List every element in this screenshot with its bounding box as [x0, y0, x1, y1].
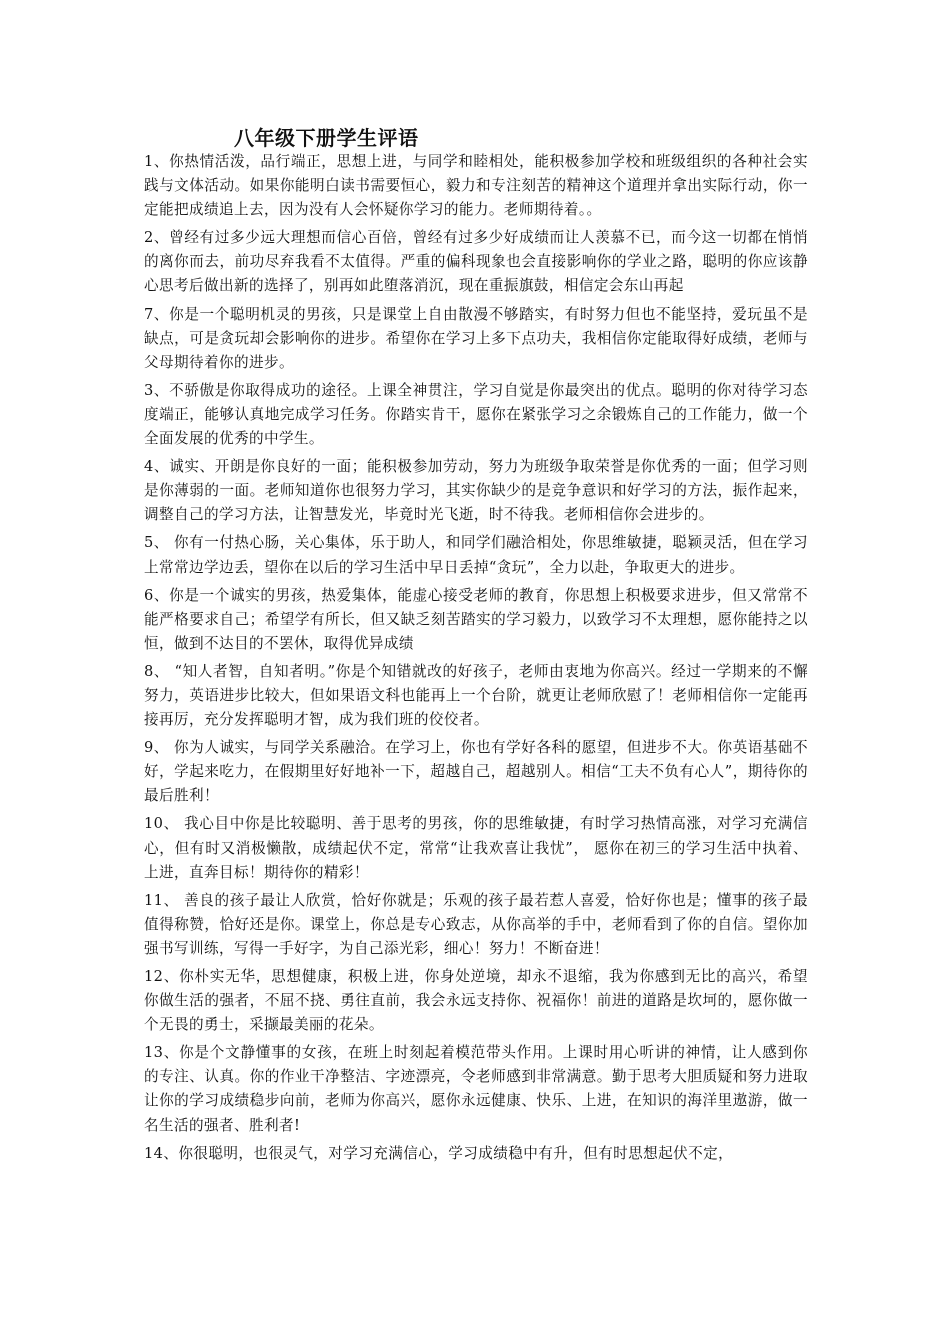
comment-paragraph: 9、 你为人诚实，与同学关系融洽。在学习上，你也有学好各科的愿望，但进步不大。你英语基础不好，学起来吃力，在假期里好好地补一下，超越自己，超越别人。相信“工夫不负有心人”，期待你的最后胜利！	[144, 739, 808, 805]
comment-paragraph: 5、 你有一付热心肠，关心集体，乐于助人，和同学们融洽相处，你思维敏捷，聪颖灵活，但在学习上常常边学边丢，望你在以后的学习生活中早日丢掉“贪玩”，全力以赴，争取更大的进步。	[144, 534, 808, 576]
comment-paragraph: 6、你是一个诚实的男孩，热爱集体，能虚心接受老师的教育，你思想上积极要求进步，但又常常不能严格要求自己；希望学有所长，但又缺乏刻苦踏实的学习毅力，以致学习不太理想，愿你能持之以恒，做到不达目的不罢休，取得优异成绩	[144, 586, 808, 652]
comment-paragraph: 14、你很聪明，也很灵气，对学习充满信心，学习成绩稳中有升，但有时思想起伏不定，	[144, 1144, 734, 1162]
comments-body	[144, 150, 808, 1170]
comment-paragraph: 1、你热情活泼，品行端正，思想上进，与同学和睦相处，能积极参加学校和班级组织的各种社会实践与文体活动。如果你能明白读书需要恒心，毅力和专注刻苦的精神这个道理并拿出实际行动，你一定能把成绩追上去，因为没有人会怀疑你学习的能力。老师期待着。。	[144, 153, 808, 219]
comment-paragraph: 11、 善良的孩子最让人欣赏，恰好你就是；乐观的孩子最若惹人喜爱，恰好你也是；懂事的孩子最值得称赞，恰好还是你。课堂上，你总是专心致志，从你高举的手中，老师看到了你的自信。望你加强书写训练，写得一手好字，为自己添光彩，细心！努力！不断奋进！	[144, 891, 808, 957]
comment-paragraph: 10、 我心目中你是比较聪明、善于思考的男孩，你的思维敏捷，有时学习热情高涨，对学习充满信心，但有时又消极懒散，成绩起伏不定，常常“让我欢喜让我忧”， 愿你在初三的学习生活中执着、上进，直奔目标！期待你的精彩！	[144, 815, 808, 881]
comment-paragraph: 12、你朴实无华，思想健康，积极上进，你身处逆境，却永不退缩，我为你感到无比的高兴，希望你做生活的强者，不屈不挠、勇往直前，我会永远支持你、祝福你！前进的道路是坎坷的，愿你做一个无畏的勇士，采撷最美丽的花朵。	[144, 968, 808, 1034]
comment-paragraph: 2、曾经有过多少远大理想而信心百倍，曾经有过多少好成绩而让人羡慕不已，而今这一切都在悄悄的离你而去，前功尽弃我看不太值得。严重的偏科现象也会直接影响你的学业之路，聪明的你应该静心思考后做出新的选择了，别再如此堕落消沉，现在重振旗鼓，相信定会东山再起	[144, 229, 808, 295]
comment-paragraph: 3、不骄傲是你取得成功的途径。上课全神贯注，学习自觉是你最突出的优点。聪明的你对待学习态度端正，能够认真地完成学习任务。你踏实肯干，愿你在紧张学习之余锻炼自己的工作能力，做一个全面发展的优秀的中学生。	[144, 381, 808, 448]
document-title: 八年级下册学生评语	[234, 126, 419, 150]
comment-paragraph: 4、诚实、开朗是你良好的一面；能积极参加劳动，努力为班级争取荣誉是你优秀的一面；但学习则是你薄弱的一面。老师知道你也很努力学习，其实你缺少的是竞争意识和好学习的方法，振作起来，调整自己的学习方法，让智慧发光，毕竟时光飞逝，时不待我。老师相信你会进步的。	[144, 458, 808, 524]
comment-paragraph: 7、你是一个聪明机灵的男孩，只是课堂上自由散漫不够踏实，有时努力但也不能坚持，爱玩虽不是缺点，可是贪玩却会影响你的进步。希望你在学习上多下点功夫，我相信你定能取得好成绩，老师与父母期待着你的进步。	[144, 305, 808, 371]
comment-paragraph: 13、你是个文静懂事的女孩，在班上时刻起着模范带头作用。上课时用心听讲的神情，让人感到你的专注、认真。你的作业干净整洁、字迹漂亮，令老师感到非常满意。勤于思考大胆质疑和努力进取让你的学习成绩稳步向前，老师为你高兴，愿你永远健康、快乐、上进，在知识的海洋里遨游，做一名生活的强者、胜利者!	[144, 1044, 808, 1134]
comment-paragraph: 8、 “知人者智，自知者明。”你是个知错就改的好孩子，老师由衷地为你高兴。经过一学期来的不懈努力，英语进步比较大，但如果语文科也能再上一个台阶，就更让老师欣慰了！老师相信你一定能再接再厉，充分发挥聪明才智，成为我们班的佼佼者。	[144, 662, 808, 729]
